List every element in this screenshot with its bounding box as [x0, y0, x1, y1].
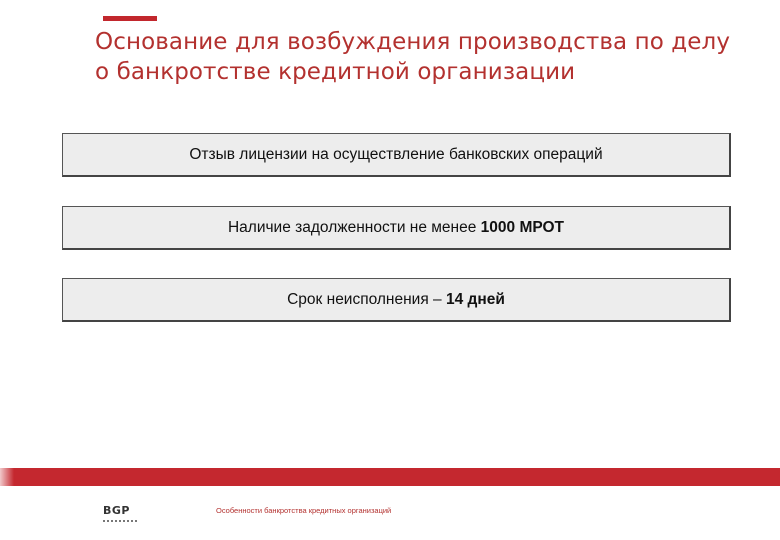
criterion-box-term	[62, 278, 731, 322]
footer-bar-fade	[0, 468, 14, 486]
criterion-emphasis: 1000 МРОТ	[480, 218, 565, 236]
criterion-box-debt	[62, 206, 731, 250]
logo-text: BGP	[103, 504, 130, 517]
footer-bar	[0, 468, 780, 486]
criterion-emphasis: 14 дней	[445, 290, 505, 308]
criterion-box-license	[62, 133, 731, 177]
slide-title: Основание для возбуждения производства по делу о банкротстве кредитной организации	[95, 29, 731, 85]
company-logo	[103, 505, 143, 527]
criterion-text: Срок неисполнения –	[287, 290, 442, 308]
title-accent-bar	[103, 16, 157, 21]
logo-subline	[103, 520, 137, 522]
criterion-text: Отзыв лицензии на осуществление банковских операций	[189, 145, 603, 163]
criterion-text: Наличие задолженности не менее	[227, 218, 477, 236]
footer-caption: Особенности банкротства кредитных организаций	[216, 506, 392, 515]
